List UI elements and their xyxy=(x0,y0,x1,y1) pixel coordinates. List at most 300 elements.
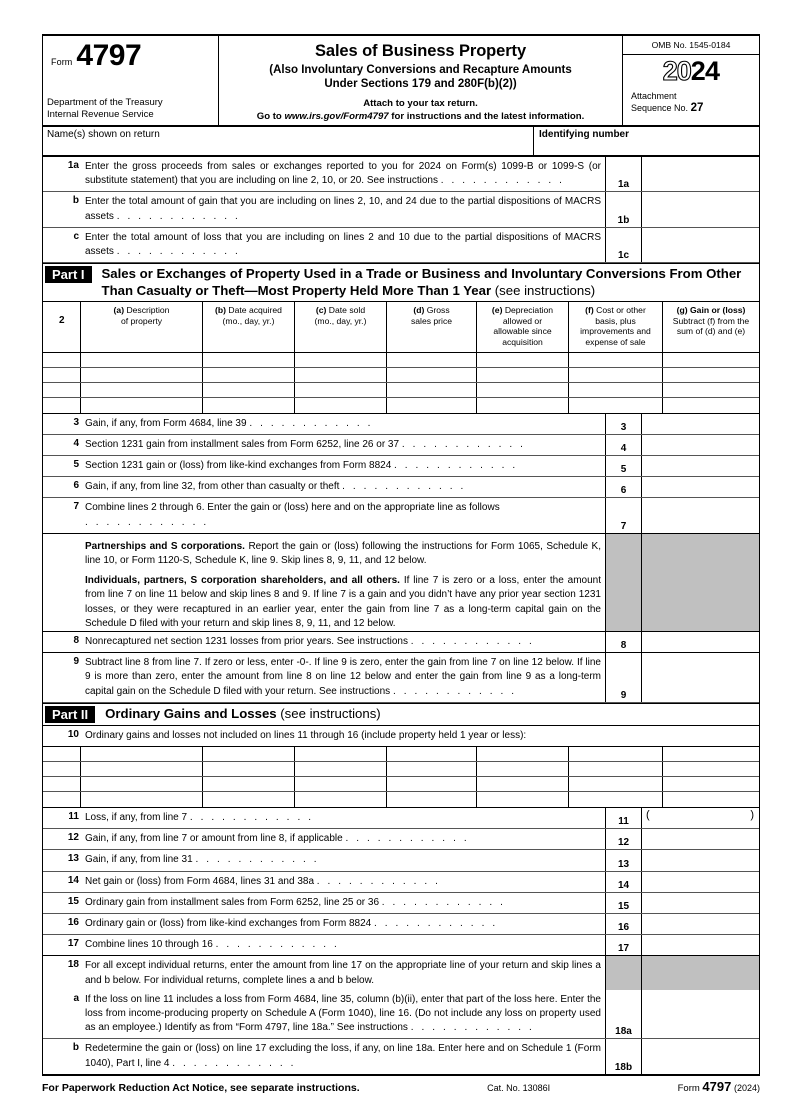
line-7-amount-input[interactable] xyxy=(641,498,759,532)
header-right xyxy=(623,36,759,125)
line-13-row xyxy=(43,850,759,871)
table-row xyxy=(43,777,759,792)
cell-a[interactable] xyxy=(81,398,203,413)
line-1a-amount-input[interactable] xyxy=(641,157,759,191)
form-number: 4797 xyxy=(76,39,142,72)
cell-g[interactable] xyxy=(663,383,759,397)
col-b-letter: (b) xyxy=(215,305,227,316)
col-f-letter: (f) xyxy=(585,305,594,316)
footer-form-label: Form xyxy=(677,1082,700,1094)
cell-b[interactable] xyxy=(203,792,295,807)
line-15-row xyxy=(43,893,759,914)
table-row xyxy=(43,792,759,807)
sequence-label: Sequence No. xyxy=(631,102,689,113)
col-a-letter: (a) xyxy=(113,305,125,316)
footer-year: (2024) xyxy=(733,1082,760,1093)
line-18b-box-label: 18b xyxy=(605,1039,641,1073)
cell-f[interactable] xyxy=(569,762,663,776)
column-header-c xyxy=(295,302,387,351)
line-9-amount-input[interactable] xyxy=(641,653,759,702)
leader-dots: . . . . . . . . . . . . xyxy=(401,438,526,450)
cell-rownum xyxy=(43,747,81,761)
part-2-title-text: Ordinary Gains and Losses xyxy=(105,705,277,721)
line-13-amount-input[interactable] xyxy=(641,850,759,870)
line-1b-text xyxy=(85,192,605,226)
department-info xyxy=(43,97,218,122)
department-line-1: Department of the Treasury xyxy=(47,97,163,108)
cell-d[interactable] xyxy=(387,792,477,807)
column-header-f xyxy=(569,302,663,351)
col-f-l1: Cost or other xyxy=(593,305,646,316)
leader-dots: . . . . . . . . . . . . xyxy=(374,918,498,930)
cell-c[interactable] xyxy=(295,383,387,397)
line-18a-label: If the loss on line 11 includes a loss from Form 4684, line 35, column (b)(ii), enter that part of the loss here. Enter the loss from income-producing property on Schedule A (Form 1040), line 16. (Do not include any loss on property used as an employee.) Identify as from “Form 4797, line 18a.” See instructions xyxy=(85,993,601,1034)
leader-dots: . . . . . . . . . . . . xyxy=(345,833,470,845)
line-16-label: Ordinary gain or (loss) from like-kind exchanges from Form 8824 xyxy=(85,918,372,930)
leader-dots: . . . . . . . . . . . . xyxy=(440,175,565,187)
cell-d[interactable] xyxy=(387,368,477,382)
footer-form-number: 4797 xyxy=(702,1078,732,1094)
col-d-letter: (d) xyxy=(413,305,425,316)
cell-rownum xyxy=(43,398,81,413)
cell-b[interactable] xyxy=(203,353,295,367)
identifying-number-field[interactable] xyxy=(534,127,759,155)
leader-dots: . . . . . . . . . . . . xyxy=(172,1057,296,1069)
cell-a[interactable] xyxy=(81,777,203,791)
cell-c[interactable] xyxy=(295,762,387,776)
line-17-label: Combine lines 10 through 16 xyxy=(85,939,213,951)
col-e-l2: allowed or xyxy=(502,315,543,326)
cell-d[interactable] xyxy=(387,353,477,367)
page-subtitle xyxy=(225,63,616,91)
cell-rownum xyxy=(43,792,81,807)
line-8-text xyxy=(85,632,605,652)
instruction-text-block xyxy=(43,534,605,631)
line-1c-row xyxy=(43,228,759,263)
line-1a-row xyxy=(43,157,759,192)
cell-e[interactable] xyxy=(477,747,569,761)
cell-g[interactable] xyxy=(663,777,759,791)
col-f-l4: expense of sale xyxy=(585,337,646,347)
column-header-d xyxy=(387,302,477,351)
line-18b-label: Redetermine the gain or (loss) on line 17 excluding the loss, if any, on line 18a. Enter here and on Schedule 1 (Form 1040), Part I, line 4 xyxy=(85,1043,601,1069)
line-1a-text xyxy=(85,157,605,191)
part-1-banner xyxy=(43,263,759,302)
cell-f[interactable] xyxy=(569,747,663,761)
line-17-amount-input[interactable] xyxy=(641,935,759,955)
table-row xyxy=(43,762,759,777)
line-14-text xyxy=(85,872,605,892)
part-2-banner xyxy=(43,703,759,726)
partnerships-rest: Report the gain or (loss) following the instructions for Form 1065, Schedule K, line 10, or Form 1120-S, Schedule K, line 9. Skip lines 8, 9, 11, and 12 below. xyxy=(85,540,602,567)
col-c-letter: (c) xyxy=(315,305,327,316)
cell-a[interactable] xyxy=(81,762,203,776)
line-8-number: 8 xyxy=(73,635,79,647)
line-5-box-label: 5 xyxy=(605,456,641,476)
line-3-number: 3 xyxy=(73,416,79,428)
line-7-row xyxy=(43,498,759,533)
line-4-box-label: 4 xyxy=(605,435,641,455)
year-prefix: 20 xyxy=(662,56,691,86)
line-15-box-label: 15 xyxy=(605,893,641,913)
line-14-label: Net gain or (loss) from Form 4684, lines 31 and 38a xyxy=(85,875,314,887)
col-b-l2: (mo., day, yr.) xyxy=(222,315,275,326)
cell-c[interactable] xyxy=(295,368,387,382)
line-9-text xyxy=(85,653,605,702)
line-11-amount-input[interactable] xyxy=(641,808,759,828)
individuals-bold: Individuals, partners, S corporation shareholders, and all others. xyxy=(85,575,400,587)
cell-rownum xyxy=(43,383,81,397)
part-1-title-line-2: Than Casualty or Theft—Most Property Held More Than 1 Year xyxy=(101,282,492,298)
line-4-label: Section 1231 gain from installment sales from Form 6252, line 26 or 37 xyxy=(85,438,400,450)
cell-g[interactable] xyxy=(663,398,759,413)
individuals-rest: If line 7 is zero or a loss, enter the amount from line 7 on line 11 below and skip lines 8 and 9. If line 7 is a gain and you didn’t have any prior year section 1231 losses, or they were recaptured in an earlier year, enter the gain from line 7 as a long-term capital gain on the Schedule D filed with your return and skip lines 8, 9, 11, and 12 below. xyxy=(85,575,602,629)
goto-prefix: Go to xyxy=(256,111,285,122)
subtitle-line-2: Under Sections 179 and 280F(b)(2)) xyxy=(324,78,517,90)
line-1c-box-label: 1c xyxy=(605,228,641,262)
cell-e[interactable] xyxy=(477,777,569,791)
cell-g[interactable] xyxy=(663,762,759,776)
line-15-text xyxy=(85,893,605,913)
line-1a-box-label: 1a xyxy=(605,157,641,191)
line-14-row xyxy=(43,872,759,893)
line-12-row xyxy=(43,829,759,850)
line-7-label: Combine lines 2 through 6. Enter the gain or (loss) here and on the appropriate line as follows xyxy=(85,502,500,514)
col-d-l1: Gross xyxy=(424,305,450,316)
line-16-row xyxy=(43,914,759,935)
goto-url[interactable]: www.irs.gov/Form4797 xyxy=(284,111,389,122)
line-17-box-label: 17 xyxy=(605,935,641,955)
col-e-l1: Depreciation xyxy=(502,305,554,316)
line-6-amount-input[interactable] xyxy=(641,477,759,497)
line-6-box-label: 6 xyxy=(605,477,641,497)
cell-c[interactable] xyxy=(295,398,387,413)
part-1-title-note: (see instructions) xyxy=(491,282,596,298)
part-1-row-number: 2 xyxy=(43,302,81,351)
line-18a-number: a xyxy=(73,992,79,1004)
attachment-label: Attachment xyxy=(631,91,677,101)
line-3-text xyxy=(85,414,605,434)
line-1b-label: Enter the total amount of gain that you are including on lines 2, 10, and 24 due to the partial dispositions of MACRS assets xyxy=(85,196,601,222)
name-field[interactable] xyxy=(43,127,534,155)
line-8-label: Nonrecaptured net section 1231 losses from prior years. See instructions xyxy=(85,636,408,648)
col-f-l2: basis, plus xyxy=(595,315,636,326)
shaded-box-label-col xyxy=(605,534,641,631)
line-18b-text xyxy=(85,1039,605,1073)
line-16-box-label: 16 xyxy=(605,914,641,934)
cell-f[interactable] xyxy=(569,792,663,807)
line-18-main-row xyxy=(43,956,605,989)
line-1a-label: Enter the gross proceeds from sales or exchanges reported to you for 2024 on Form(s) 1099-B or 1099-S (or substitute statement) that you are including on line 2, 10, or 20. See instructions xyxy=(85,161,601,187)
line-10-text: Ordinary gains and losses not included on lines 11 through 16 (include property held 1 year or less): xyxy=(85,729,527,741)
line-18b-amount-input[interactable] xyxy=(641,1039,759,1073)
col-e-letter: (e) xyxy=(491,305,503,316)
leader-dots: . . . . . . . . . . . . xyxy=(85,516,209,528)
subtitle-line-1: (Also Involuntary Conversions and Recapture Amounts xyxy=(269,64,572,76)
line-3-amount-input[interactable] xyxy=(641,414,759,434)
cell-e[interactable] xyxy=(477,792,569,807)
line-4-amount-input[interactable] xyxy=(641,435,759,455)
line-7-text xyxy=(85,498,605,532)
line-10-number: 10 xyxy=(67,728,79,740)
line-16-amount-input[interactable] xyxy=(641,914,759,934)
cell-d[interactable] xyxy=(387,383,477,397)
leader-dots: . . . . . . . . . . . . xyxy=(392,685,517,697)
cell-d[interactable] xyxy=(387,747,477,761)
part-2-title-note: (see instructions) xyxy=(276,705,381,721)
col-g-l3: sum of (d) and (e) xyxy=(676,326,746,337)
line-16-number: 16 xyxy=(67,917,79,929)
part-2-title xyxy=(95,704,385,725)
line-5-row xyxy=(43,456,759,477)
cell-f[interactable] xyxy=(569,368,663,382)
form-4797 xyxy=(42,34,760,1074)
cell-b[interactable] xyxy=(203,398,295,413)
leader-dots: . . . . . . . . . . . . xyxy=(189,812,314,824)
col-d-l2: sales price xyxy=(410,315,453,326)
line-5-text xyxy=(85,456,605,476)
line-11-box-label: 11 xyxy=(605,808,641,828)
line-10-row xyxy=(43,726,759,747)
line-1a-number: 1a xyxy=(67,160,79,171)
cell-f[interactable] xyxy=(569,398,663,413)
part-1-tag: Part I xyxy=(45,266,92,283)
paperwork-notice: For Paperwork Reduction Act Notice, see separate instructions. xyxy=(42,1081,360,1094)
line-6-number: 6 xyxy=(73,480,79,492)
line-11-text xyxy=(85,808,605,828)
omb-number: OMB No. 1545-0184 xyxy=(623,36,759,55)
line-1b-box-label: 1b xyxy=(605,192,641,226)
line-12-box-label: 12 xyxy=(605,829,641,849)
col-f-l3: improvements and xyxy=(580,326,651,337)
line-11-number: 11 xyxy=(68,811,79,823)
line-12-number: 12 xyxy=(67,832,79,844)
cell-f[interactable] xyxy=(569,777,663,791)
cell-b[interactable] xyxy=(203,368,295,382)
table-row xyxy=(43,383,759,398)
cell-g[interactable] xyxy=(663,792,759,807)
line-11-label: Loss, if any, from line 7 xyxy=(85,812,188,824)
cell-e[interactable] xyxy=(477,353,569,367)
line-3-box-label: 3 xyxy=(605,414,641,434)
column-header-e xyxy=(477,302,569,351)
line-5-amount-input[interactable] xyxy=(641,456,759,476)
column-header-b xyxy=(203,302,295,351)
line-18-number: 18 xyxy=(67,959,79,971)
leader-dots: . . . . . . . . . . . . xyxy=(342,481,466,493)
cell-g[interactable] xyxy=(663,747,759,761)
sequence-number: 27 xyxy=(690,101,704,114)
cell-rownum xyxy=(43,762,81,776)
cell-a[interactable] xyxy=(81,747,203,761)
partnerships-bold: Partnerships and S corporations. xyxy=(85,540,245,552)
cell-rownum xyxy=(43,368,81,382)
cell-e[interactable] xyxy=(477,762,569,776)
form-footer xyxy=(42,1074,760,1094)
table-row xyxy=(43,747,759,762)
table-row xyxy=(43,398,759,413)
cell-c[interactable] xyxy=(295,353,387,367)
shaded-box-amount-col xyxy=(641,534,759,631)
line-17-number: 17 xyxy=(67,938,79,950)
partnerships-paragraph xyxy=(43,534,605,568)
cell-b[interactable] xyxy=(203,383,295,397)
goto-instruction xyxy=(225,111,616,122)
leader-dots: . . . . . . . . . . . . xyxy=(410,1022,535,1034)
cell-d[interactable] xyxy=(387,398,477,413)
form-header xyxy=(43,36,759,127)
line-8-row xyxy=(43,631,759,653)
cell-b[interactable] xyxy=(203,762,295,776)
cell-d[interactable] xyxy=(387,777,477,791)
individuals-paragraph xyxy=(43,568,605,631)
leader-dots: . . . . . . . . . . . . xyxy=(116,246,241,258)
leader-dots: . . . . . . . . . . . . xyxy=(215,939,340,951)
line-18a-row xyxy=(43,990,759,1040)
leader-dots: . . . . . . . . . . . . xyxy=(381,896,506,908)
form-identifier xyxy=(43,41,218,71)
line-1b-amount-input[interactable] xyxy=(641,192,759,226)
leader-dots: . . . . . . . . . . . . xyxy=(394,460,518,471)
cell-a[interactable] xyxy=(81,368,203,382)
line-6-row xyxy=(43,477,759,498)
cell-g[interactable] xyxy=(663,353,759,367)
line-18b-row xyxy=(43,1039,759,1073)
col-g-l2: Subtract (f) from the xyxy=(672,315,750,326)
col-e-l4: acquisition xyxy=(502,337,543,347)
line-15-amount-input[interactable] xyxy=(641,893,759,913)
cell-d[interactable] xyxy=(387,762,477,776)
line-12-text xyxy=(85,829,605,849)
part-1-table-header xyxy=(43,302,759,352)
line-11-row xyxy=(43,808,759,829)
column-header-g xyxy=(663,302,759,351)
identifying-number-label: Identifying number xyxy=(539,129,629,140)
line-8-amount-input[interactable] xyxy=(641,632,759,652)
line-13-box-label: 13 xyxy=(605,850,641,870)
line-4-number: 4 xyxy=(73,437,79,449)
line-15-number: 15 xyxy=(67,895,79,907)
line-15-label: Ordinary gain from installment sales from Form 6252, line 25 or 36 xyxy=(85,896,380,908)
line-13-text xyxy=(85,850,605,870)
line-14-amount-input[interactable] xyxy=(641,872,759,892)
col-g-letter: (g) xyxy=(676,305,688,316)
line-16-text xyxy=(85,914,605,934)
cell-c[interactable] xyxy=(295,747,387,761)
line-12-amount-input[interactable] xyxy=(641,829,759,849)
part-1-table xyxy=(43,302,759,413)
part-2-tag: Part II xyxy=(45,706,95,723)
header-title-block xyxy=(219,36,623,125)
col-a-l1: Description xyxy=(124,305,170,316)
line-1c-text xyxy=(85,228,605,262)
shaded-box-label-col xyxy=(605,956,641,989)
line-14-box-label: 14 xyxy=(605,872,641,892)
part-1-title xyxy=(92,264,746,301)
line-1c-number: c xyxy=(73,230,79,242)
col-e-l3: allowable since xyxy=(493,326,552,337)
line-17-text xyxy=(85,935,605,955)
part-1-title-line-1: Sales or Exchanges of Property Used in a Trade or Business and Involuntary Conversions From Other xyxy=(101,266,742,282)
line-13-label: Gain, if any, from line 31 xyxy=(85,854,193,866)
cell-b[interactable] xyxy=(203,747,295,761)
line-18a-box-label: 18a xyxy=(605,990,641,1039)
line-6-text xyxy=(85,477,605,497)
form-label: Form xyxy=(51,57,73,67)
line-18-block xyxy=(43,956,759,989)
part-2-table xyxy=(43,747,759,808)
cell-e[interactable] xyxy=(477,398,569,413)
cell-b[interactable] xyxy=(203,777,295,791)
line-1b-number: b xyxy=(72,195,79,207)
line-18a-text xyxy=(85,990,605,1039)
col-b-l1: Date acquired xyxy=(226,305,282,316)
cell-a[interactable] xyxy=(81,792,203,807)
name-row xyxy=(43,127,759,157)
line-12-label: Gain, if any, from line 7 or amount from line 8, if applicable xyxy=(85,833,343,845)
col-g-l1: Gain or (loss) xyxy=(687,305,746,316)
line-18-text: For all except individual returns, enter the amount from line 17 on the appropriate line of your return and skip lines a and b below. For individual returns, complete lines a and b below. xyxy=(85,960,601,986)
line-9-label: Subtract line 8 from line 7. If zero or less, enter -0-. If line 9 is zero, enter the gain from line 7 on line 12 below. If line 9 is more than zero, enter the amount from line 8 on line 12 below and enter the gain from line 9 as a long-term capital gain on the Schedule D filed with your return. See instructions xyxy=(85,657,601,697)
goto-suffix: for instructions and the latest information. xyxy=(388,111,585,122)
cell-a[interactable] xyxy=(81,353,203,367)
cell-rownum xyxy=(43,353,81,367)
line-6-label: Gain, if any, from line 32, from other than casualty or theft xyxy=(85,481,340,493)
cell-a[interactable] xyxy=(81,383,203,397)
cell-g[interactable] xyxy=(663,368,759,382)
cell-c[interactable] xyxy=(295,792,387,807)
line-18a-amount-input[interactable] xyxy=(641,990,759,1039)
column-header-a xyxy=(81,302,203,351)
leader-dots: . . . . . . . . . . . . xyxy=(116,210,241,222)
line-8-box-label: 8 xyxy=(605,632,641,652)
col-c-l1: Date sold xyxy=(326,305,366,316)
cell-f[interactable] xyxy=(569,383,663,397)
line-4-row xyxy=(43,435,759,456)
instruction-block xyxy=(43,534,759,631)
leader-dots: . . . . . . . . . . . . xyxy=(410,636,535,648)
line-1c-amount-input[interactable] xyxy=(641,228,759,262)
name-label: Name(s) shown on return xyxy=(47,129,160,140)
header-left xyxy=(43,36,219,125)
line-9-box-label: 9 xyxy=(605,653,641,702)
col-c-l2: (mo., day, yr.) xyxy=(314,315,367,326)
shaded-box-amount-col xyxy=(641,956,759,989)
line-1c-label: Enter the total amount of loss that you are including on lines 2 and 10 due to the partial dispositions of MACRS assets xyxy=(85,231,601,258)
line-5-number: 5 xyxy=(73,459,79,470)
col-a-l2: of property xyxy=(120,315,163,326)
cell-c[interactable] xyxy=(295,777,387,791)
line-5-label: Section 1231 gain or (loss) from like-kind exchanges from Form 8824 xyxy=(85,460,392,471)
cell-e[interactable] xyxy=(477,383,569,397)
table-row xyxy=(43,353,759,368)
line-17-row xyxy=(43,935,759,956)
page-title: Sales of Business Property xyxy=(314,42,527,60)
tax-year xyxy=(623,55,759,89)
line-14-number: 14 xyxy=(67,874,79,886)
attachment-sequence xyxy=(623,89,759,117)
line-9-number: 9 xyxy=(73,656,79,668)
line-18b-number: b xyxy=(72,1042,79,1054)
catalog-number: Cat. No. 13086I xyxy=(487,1082,551,1093)
line-7-box-label: 7 xyxy=(605,498,641,532)
line-3-row xyxy=(43,414,759,435)
cell-f[interactable] xyxy=(569,353,663,367)
line-18-text-block xyxy=(43,956,605,989)
cell-rownum xyxy=(43,777,81,791)
line-7-number: 7 xyxy=(73,501,79,513)
cell-e[interactable] xyxy=(477,368,569,382)
